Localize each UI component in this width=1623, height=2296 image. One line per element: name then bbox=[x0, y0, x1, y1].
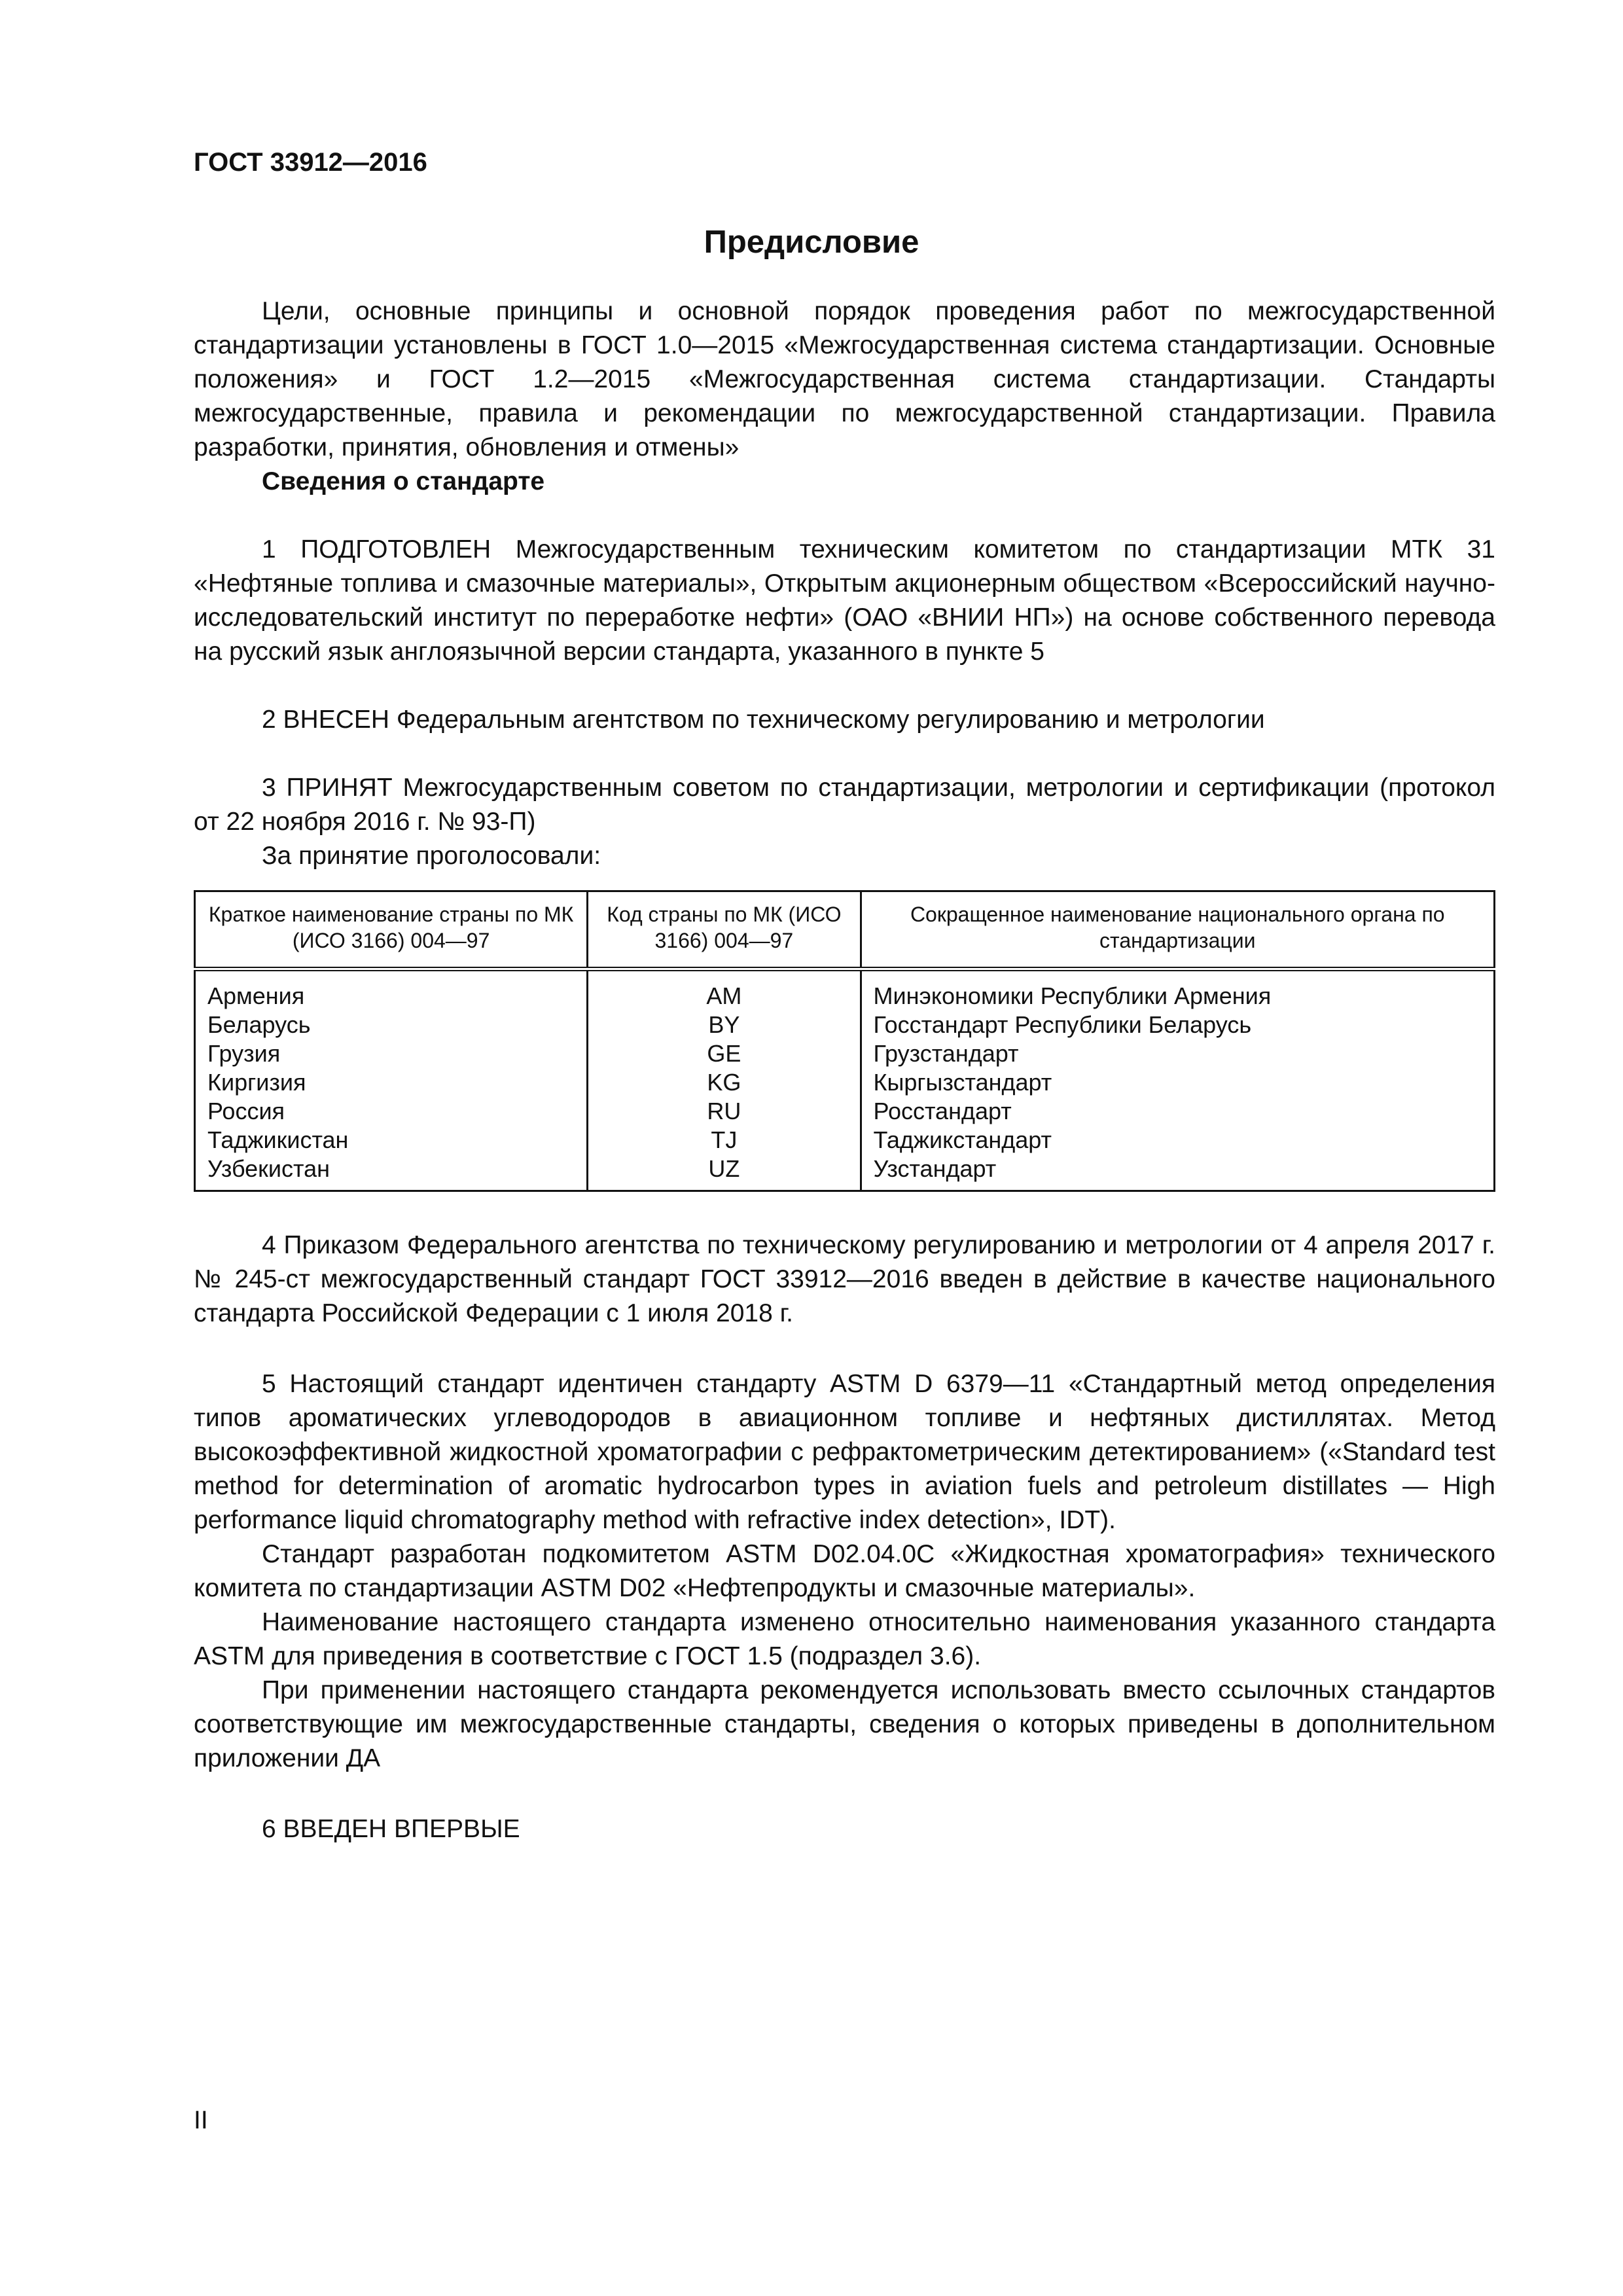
country-name: Армения bbox=[195, 969, 588, 1011]
document-code: ГОСТ 33912—2016 bbox=[194, 148, 427, 177]
item-6: 6 ВВЕДЕН ВПЕРВЫЕ bbox=[262, 1815, 520, 1843]
item-5-name-change: Наименование настоящего стандарта изменено относительно наименования указанного стандарта ASTM для приведения в соответствие с ГОСТ 1.5 (подраздел 3.6). bbox=[194, 1608, 1495, 1670]
section-heading: Сведения о стандарте bbox=[262, 467, 545, 495]
table-row bbox=[195, 1011, 1495, 1039]
table-row bbox=[195, 1097, 1495, 1126]
standards-body: Госстандарт Республики Беларусь bbox=[861, 1011, 1494, 1039]
standards-body: Узстандарт bbox=[861, 1155, 1494, 1191]
standards-body: Грузстандарт bbox=[861, 1039, 1494, 1068]
country-code: UZ bbox=[588, 1155, 861, 1191]
item-2: 2 ВНЕСЕН Федеральным агентством по техническому регулированию и метрологии bbox=[262, 706, 1265, 734]
intro-paragraph: Цели, основные принципы и основной порядок проведения работ по межгосударственной стандартизации установлены в ГОСТ 1.0—2015 «Межгосударственная система стандартизации. Основные положения» и ГОСТ 1.2—2015 «Межгосударственная система стандартизации. Стандарты межгосударственные, правила и рекомендации по межгосударственной стандартизации. Правила разработки, принятия, обновления и отмены» bbox=[194, 297, 1495, 461]
header-country-name: Краткое наименование страны по МК (ИСО 3166) 004—97 bbox=[195, 891, 588, 969]
country-code: GE bbox=[588, 1039, 861, 1068]
country-code: AM bbox=[588, 969, 861, 1011]
country-name: Грузия bbox=[195, 1039, 588, 1068]
page-title: Предисловие bbox=[704, 224, 919, 260]
standards-body: Росстандарт bbox=[861, 1097, 1494, 1126]
item-5: 5 Настоящий стандарт идентичен стандарту ASTM D 6379—11 «Стандартный метод определения типов ароматических углеводородов в авиационном топливе и нефтяных дистиллятах. Метод высокоэффективной жидкостной хроматографии с рефрактометрическим детектированием» («Standard test method for determination of aromatic hydrocarbon types in aviation fuels and petroleum distillates — High performance liquid chromatography method with refractive index detection», IDT). bbox=[194, 1370, 1495, 1534]
item-1: 1 ПОДГОТОВЛЕН Межгосударственным техническим комитетом по стандартизации МТК 31 «Нефтяные топлива и смазочные материалы», Открытым акционерным обществом «Всероссийский научно-исследовательский институт по переработке нефти» (ОАО «ВНИИ НП») на основе собственного перевода на русский язык англоязычной версии стандарта, указанного в пункте 5 bbox=[194, 535, 1495, 666]
standards-body: Кыргызстандарт bbox=[861, 1068, 1494, 1097]
country-name: Киргизия bbox=[195, 1068, 588, 1097]
item-5-references: При применении настоящего стандарта рекомендуется использовать вместо ссылочных стандартов соответствующие им межгосударственные стандарты, сведения о которых приведены в дополнительном приложении ДА bbox=[194, 1676, 1495, 1772]
country-name: Беларусь bbox=[195, 1011, 588, 1039]
item-5-developer: Стандарт разработан подкомитетом ASTM D02.04.0C «Жидкостная хроматография» технического комитета по стандартизации ASTM D02 «Нефтепродукты и смазочные материалы». bbox=[194, 1540, 1495, 1602]
country-name: Россия bbox=[195, 1097, 588, 1126]
table-row bbox=[195, 1126, 1495, 1155]
country-name: Таджикистан bbox=[195, 1126, 588, 1155]
page-number: II bbox=[194, 2106, 208, 2134]
header-standards-body: Сокращенное наименование национального органа по стандартизации bbox=[861, 891, 1494, 969]
table-row bbox=[195, 1068, 1495, 1097]
standards-body: Таджикстандарт bbox=[861, 1126, 1494, 1155]
country-code: BY bbox=[588, 1011, 861, 1039]
standards-body: Минэкономики Республики Армения bbox=[861, 969, 1494, 1011]
item-3: 3 ПРИНЯТ Межгосударственным советом по стандартизации, метрологии и сертификации (протокол от 22 ноября 2016 г. № 93-П) bbox=[194, 774, 1495, 836]
vote-table-header-row bbox=[195, 891, 1495, 969]
table-row bbox=[195, 969, 1495, 1011]
header-country-code: Код страны по МК (ИСО 3166) 004—97 bbox=[588, 891, 861, 969]
vote-table bbox=[194, 890, 1495, 1192]
vote-label: За принятие проголосовали: bbox=[262, 842, 601, 870]
country-code: TJ bbox=[588, 1126, 861, 1155]
table-row bbox=[195, 1039, 1495, 1068]
document-body bbox=[194, 295, 1495, 1846]
country-code: RU bbox=[588, 1097, 861, 1126]
country-name: Узбекистан bbox=[195, 1155, 588, 1191]
item-4: 4 Приказом Федерального агентства по техническому регулированию и метрологии от 4 апреля 2017 г. № 245-ст межгосударственный стандарт ГОСТ 33912—2016 введен в действие в качестве национального стандарта Российской Федерации с 1 июля 2018 г. bbox=[194, 1231, 1495, 1327]
country-code: KG bbox=[588, 1068, 861, 1097]
table-row bbox=[195, 1155, 1495, 1191]
